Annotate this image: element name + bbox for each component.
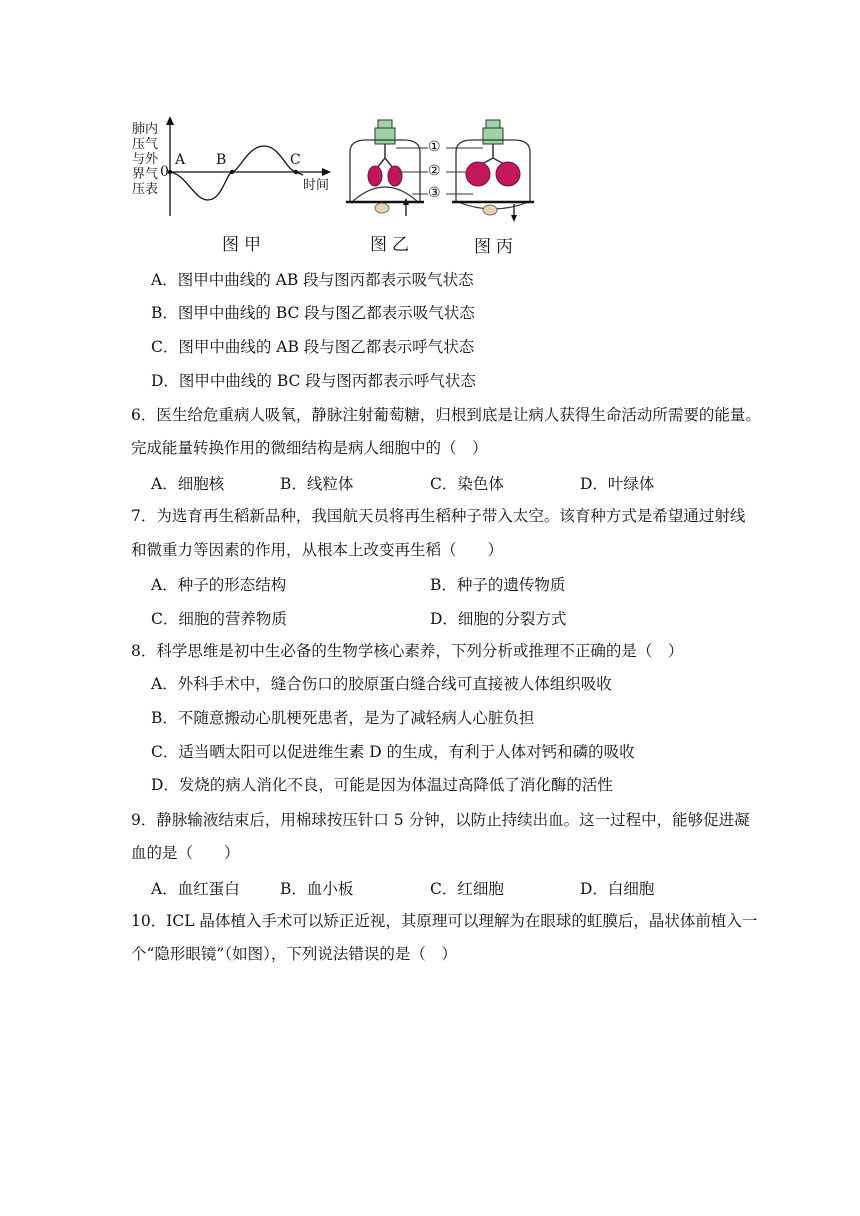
- q10-stem-line2: 个“隐形眼镜”（如图），下列说法错误的是（ ）: [131, 945, 457, 963]
- caption-yi: 图乙: [370, 235, 414, 255]
- q6-stem-line2: 完成能量转换作用的微细结构是病人细胞中的（ ）: [131, 439, 488, 457]
- q7-stem-line2: 和微重力等因素的作用，从根本上改变再生稻（ ）: [131, 541, 504, 559]
- q9-option-a: A．血红蛋白: [151, 880, 240, 898]
- q7-stem-line1: 7．为选育再生稻新品种，我国航天员将再生稻种子带入太空。该育种方式是希望通过射线: [131, 507, 746, 525]
- point-a-label: A: [175, 152, 186, 168]
- q6-option-b: B．线粒体: [280, 475, 354, 493]
- q9-stem-line1: 9．静脉输液结束后，用棉球按压针口 5 分钟，以防止持续出血。这一过程中，能够促进凝: [131, 811, 750, 829]
- y-axis-label-line: 界气: [132, 167, 159, 182]
- q9-option-c: C．红细胞: [430, 880, 504, 898]
- q9-option-b: B．血小板: [280, 880, 354, 898]
- bell-jar-bing: [452, 120, 534, 222]
- point-c-label: C: [290, 152, 301, 168]
- q6-option-c: C．染色体: [430, 475, 504, 493]
- y-axis-label-line: 与外: [132, 152, 159, 167]
- caption-bing: 图丙: [474, 237, 518, 257]
- q6-stem-line1: 6．医生给危重病人吸氧，静脉注射葡萄糖，归根到底是让病人获得生命活动所需要的能量。: [131, 406, 761, 424]
- q6-option-d: D．叶绿体: [580, 475, 655, 493]
- origin-label: 0: [160, 164, 169, 180]
- q10-stem-line1: 10．ICL 晶体植入手术可以矫正近视，其原理可以理解为在眼球的虹膜后，晶状体前植入一: [131, 912, 758, 930]
- caption-jia: 图甲: [222, 235, 266, 255]
- q7-option-c: C．细胞的营养物质: [151, 610, 287, 628]
- q8-option-b: B．不随意搬动心肌梗死患者，是为了减轻病人心脏负担: [151, 709, 535, 727]
- q8-stem: 8．科学思维是初中生必备的生物学核心素养，下列分析或推理不正确的是（ ）: [131, 642, 684, 660]
- q5-option-c: C．图甲中曲线的 AB 段与图乙都表示呼气状态: [151, 338, 475, 356]
- y-axis-label-line: 肺内: [132, 122, 159, 137]
- q5-option-b: B．图甲中曲线的 BC 段与图乙都表示吸气状态: [151, 304, 475, 322]
- bell-jar-yi: [346, 120, 424, 216]
- y-axis-label-line: 压表: [132, 182, 159, 197]
- q8-option-a: A．外科手术中，缝合伤口的胶原蛋白缝合线可直接被人体组织吸收: [151, 675, 612, 693]
- q5-option-a: A．图甲中曲线的 AB 段与图丙都表示吸气状态: [151, 271, 474, 289]
- q7-option-a: A．种子的形态结构: [151, 576, 287, 594]
- x-axis-label: 时间: [303, 178, 330, 193]
- q9-option-d: D．白细胞: [580, 880, 655, 898]
- point-b-label: B: [216, 152, 227, 168]
- callout-2: ②: [428, 163, 441, 179]
- q8-option-d: D．发烧的病人消化不良，可能是因为体温过高降低了消化酶的活性: [151, 776, 613, 794]
- q6-option-a: A．细胞核: [151, 475, 225, 493]
- y-axis-label-line: 压气: [132, 137, 159, 152]
- callout-1: ①: [428, 139, 441, 155]
- q7-option-b: B．种子的遗传物质: [430, 576, 566, 594]
- q8-option-c: C．适当晒太阳可以促进维生素 D 的生成，有利于人体对钙和磷的吸收: [151, 743, 635, 761]
- q7-option-d: D．细胞的分裂方式: [430, 610, 567, 628]
- q5-option-d: D．图甲中曲线的 BC 段与图丙都表示呼气状态: [151, 372, 476, 390]
- breathing-figure: [128, 112, 548, 260]
- q9-stem-line2: 血的是（ ）: [131, 844, 240, 862]
- callout-3: ③: [428, 185, 441, 201]
